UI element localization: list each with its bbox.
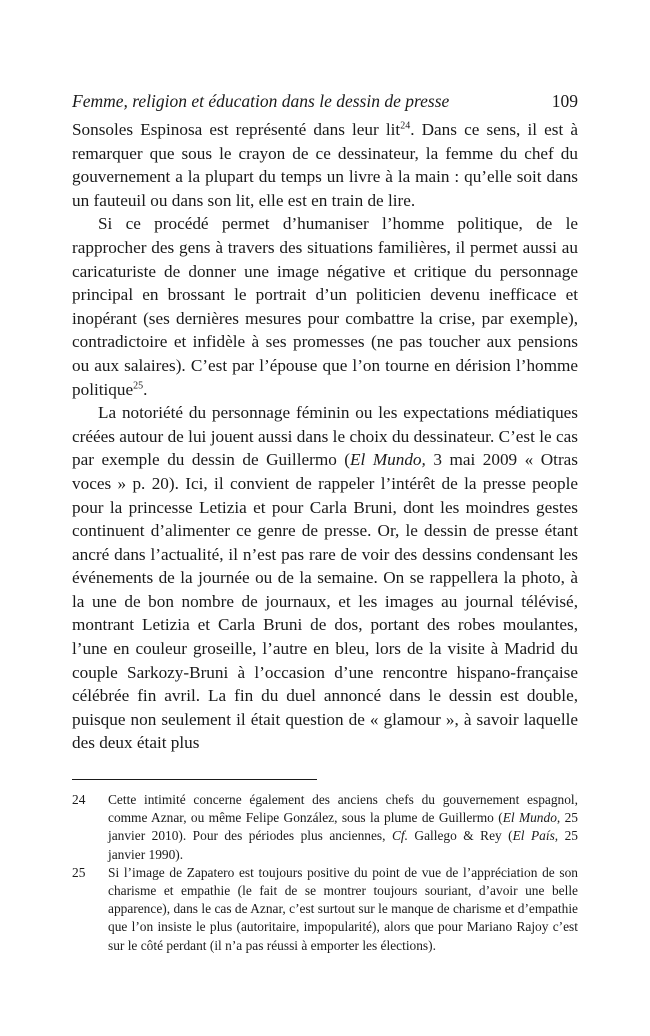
paragraph-1-text-b: . Dans ce sens, il est à remarquer que sous le crayon de ce dessinateur, la femme du chef du gouvernement a la plupart du temps un livre à la main : qu’elle soit dans un fauteuil ou dans son lit, elle est en train de lire. xyxy=(72,120,578,210)
paragraph-1 xyxy=(72,118,578,212)
running-head xyxy=(72,88,578,114)
page-number: 109 xyxy=(551,91,578,111)
footnote-24-text-b: , 25 janvier 2010). Pour des périodes plus anciennes, xyxy=(108,810,579,844)
body-text xyxy=(72,118,578,755)
page-body xyxy=(72,88,578,755)
paragraph-2-text-a: Si ce procédé permet d’humaniser l’homme politique, de le rapprocher des gens à travers des situations familières, il permet aussi au caricaturiste de donner une image négative et critique du personnage principal en brossant le portrait d’un politicien devenu inefficace et inopérant (ses dernières mesures pour combattre la crise, par exemple), contradictoire et infidèle à ses promesses (ne pas toucher aux pensions ou aux salaires). C’est par l’épouse que l’on tourne en dérision l’homme politique xyxy=(72,214,578,399)
paragraph-2 xyxy=(72,212,578,401)
paragraph-3-italic-source: El Mundo, xyxy=(350,450,426,470)
footnote-24-text-a: Cette intimité concerne également des anciens chefs du gouvernement espagnol, comme Aznar, ou même Felipe González, sous la plume de Guillermo ( xyxy=(108,792,578,826)
footnote-24-text-c: Gallego & Rey ( xyxy=(407,828,513,844)
footnotes xyxy=(72,791,578,955)
paragraph-3 xyxy=(72,401,578,755)
paragraph-1-text-a: Sonsoles Espinosa est représenté dans leur lit xyxy=(72,120,401,139)
footnote-number: 24 xyxy=(72,792,86,807)
footnote-24-italic-3: El País xyxy=(512,828,555,844)
paragraph-3-text-a: La notoriété du personnage féminin ou les expectations médiatiques créées autour de lui jouent aussi dans le choix du dessinateur. C’est le cas par exemple du dessin de Guillermo ( xyxy=(72,403,578,470)
footnote-ref-24[interactable]: 24 xyxy=(400,120,411,132)
running-title: Femme, religion et éducation dans le dessin de presse xyxy=(72,91,450,111)
paragraph-2-text-b: . xyxy=(143,379,148,399)
paragraph-3-text-b: 3 mai 2009 « Otras voces » p. 20). Ici, il convient de rappeler l’intérêt de la presse people pour la princesse Letizia et pour Carla Bruni, dont les moindres gestes continuent d’alimenter ce genre de presse. Or, le dessin de presse étant ancré dans l’actualité, il n’est pas rare de voir des dessins condensant les événements de la journée ou de la semaine. On se rappellera la photo, à la une de bon nombre de journaux, et les images au journal télévisé, montrant Letizia et Carla Bruni de dos, portant des robes moulantes, l’une en couleur groseille, l’autre en bleu, lors de la visite à Madrid du couple Sarkozy-Bruni à l’occasion d’une rencontre hispano-française célébrée fin avril. La fin du duel annoncé dans le dessin est double, puisque non seulement il était question de « glamour », à savoir laquelle des deux était plus xyxy=(72,450,578,753)
footnote-24 xyxy=(72,791,578,864)
footnote-24-text-d: , 25 janvier 1990). xyxy=(108,828,578,862)
footnote-divider xyxy=(72,779,317,780)
footnote-number: 25 xyxy=(72,864,86,880)
footnote-25 xyxy=(72,864,578,955)
footnote-text xyxy=(108,791,578,864)
footnote-ref-25[interactable]: 25 xyxy=(133,379,144,391)
footnote-24-italic-2: Cf. xyxy=(391,828,408,844)
footnote-24-italic-1: El Mundo xyxy=(502,810,557,826)
footnote-text: Si l’image de Zapatero est toujours positive du point de vue de l’appréciation de son charisme et empathie (le fait de se montrer toujours souriant, d’avoir une belle apparence), dans le cas de Aznar, c’est surtout sur le manque de charisme et d’empathie que l’on insiste le plus (autoritaire, impopularité), alors que pour Mariano Rajoy c’est sur le côté perdant (il n’a pas réussi à emporter les élections). xyxy=(108,864,578,953)
